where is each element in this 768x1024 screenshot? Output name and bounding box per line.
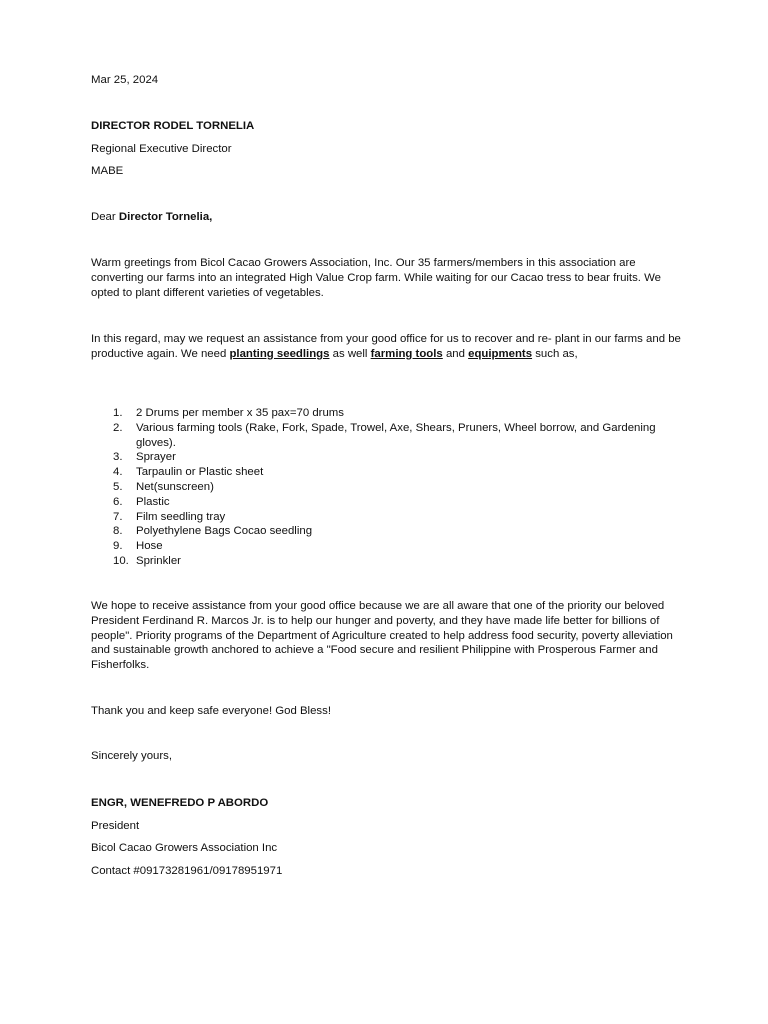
sender-org: Bicol Cacao Growers Association Inc: [91, 842, 278, 854]
closing-line: Sincerely yours,: [91, 750, 173, 762]
list-item-text: Sprayer: [136, 451, 176, 464]
list-item-text: 2 Drums per member x 35 pax=70 drums: [136, 407, 344, 419]
thanks-line: Thank you and keep safe everyone! God Bless!: [91, 705, 331, 717]
list-item-number: 7.: [113, 510, 123, 523]
list-item: [91, 406, 681, 421]
request-text-1: In this regard, may we request an assistance from your good office for us to recover and re- plant in our farms and be productive again. We need: [91, 333, 681, 360]
requested-items-list: [91, 406, 681, 569]
letter-date: Mar 25, 2024: [91, 74, 159, 86]
paragraph-greeting: Warm greetings from Bicol Cacao Growers Association, Inc. Our 35 farmers/members in this association are converting our farms into an integrated High Value Crop farm. While waiting for our Cacao tress to bear fruits. We opted to plant different varieties of vegetables.: [91, 257, 661, 299]
list-item: [91, 510, 681, 525]
request-text-3: and: [442, 347, 469, 360]
list-item-text: Net(sunscreen): [136, 480, 214, 493]
list-item-number: 9.: [113, 540, 123, 553]
recipient-name: DIRECTOR RODEL TORNELIA: [91, 120, 255, 132]
recipient-title: Regional Executive Director: [91, 143, 232, 155]
list-item: [91, 465, 681, 480]
salutation-prefix: Dear: [91, 211, 119, 223]
paragraph-priority: We hope to receive assistance from your good office because we are all aware that one of the priority our beloved President Ferdinand R. Marcos Jr. is to help our hunger and poverty, and they have made life better for billions of people". Priority programs of the Department of Agriculture created to help address food security, poverty alleviation and sustainable growth anchored to achieve a "Food secure and resilient Philippine with Prosperous Farmer and Fisherfolks.: [91, 600, 673, 672]
list-item: [91, 480, 681, 495]
list-item: [91, 539, 681, 554]
list-item-number: 1.: [113, 407, 123, 419]
list-item-text: Hose: [136, 540, 163, 553]
list-item: [91, 450, 681, 465]
list-item-text: Various farming tools (Rake, Fork, Spade, Trowel, Axe, Shears, Pruners, Wheel borrow, and Gardening gloves).: [136, 421, 656, 449]
list-item: [91, 495, 681, 510]
recipient-org: MABE: [91, 165, 124, 177]
sender-contact: Contact #09173281961/09178951971: [91, 865, 283, 877]
paragraph-request: [91, 332, 681, 362]
list-item: [91, 421, 681, 451]
list-item-number: 8.: [113, 525, 123, 538]
list-item-number: 2.: [113, 421, 123, 434]
equipments-emphasis: equipments: [468, 347, 533, 360]
list-item-number: 4.: [113, 466, 123, 479]
list-item-text: Film seedling tray: [136, 510, 226, 523]
list-item-text: Tarpaulin or Plastic sheet: [136, 466, 264, 479]
salutation-name: Director Tornelia,: [118, 211, 213, 223]
list-item-text: Sprinkler: [136, 554, 181, 567]
sender-name: ENGR, WENEFREDO P ABORDO: [91, 797, 269, 809]
request-text-2: as well: [329, 347, 371, 360]
list-item-number: 3.: [113, 451, 123, 464]
planting-seedlings-emphasis: planting seedlings: [229, 347, 330, 360]
request-text-4: such as,: [532, 347, 578, 360]
list-item-text: Plastic: [136, 495, 170, 508]
salutation: [91, 210, 681, 225]
list-item-number: 5.: [113, 480, 123, 493]
sender-title: President: [91, 820, 140, 832]
farming-tools-emphasis: farming tools: [370, 347, 443, 360]
list-item-number: 10.: [113, 554, 129, 567]
list-item: [91, 554, 681, 569]
list-item-number: 6.: [113, 495, 123, 508]
list-item-text: Polyethylene Bags Cocao seedling: [136, 525, 313, 538]
list-item: [91, 524, 681, 539]
